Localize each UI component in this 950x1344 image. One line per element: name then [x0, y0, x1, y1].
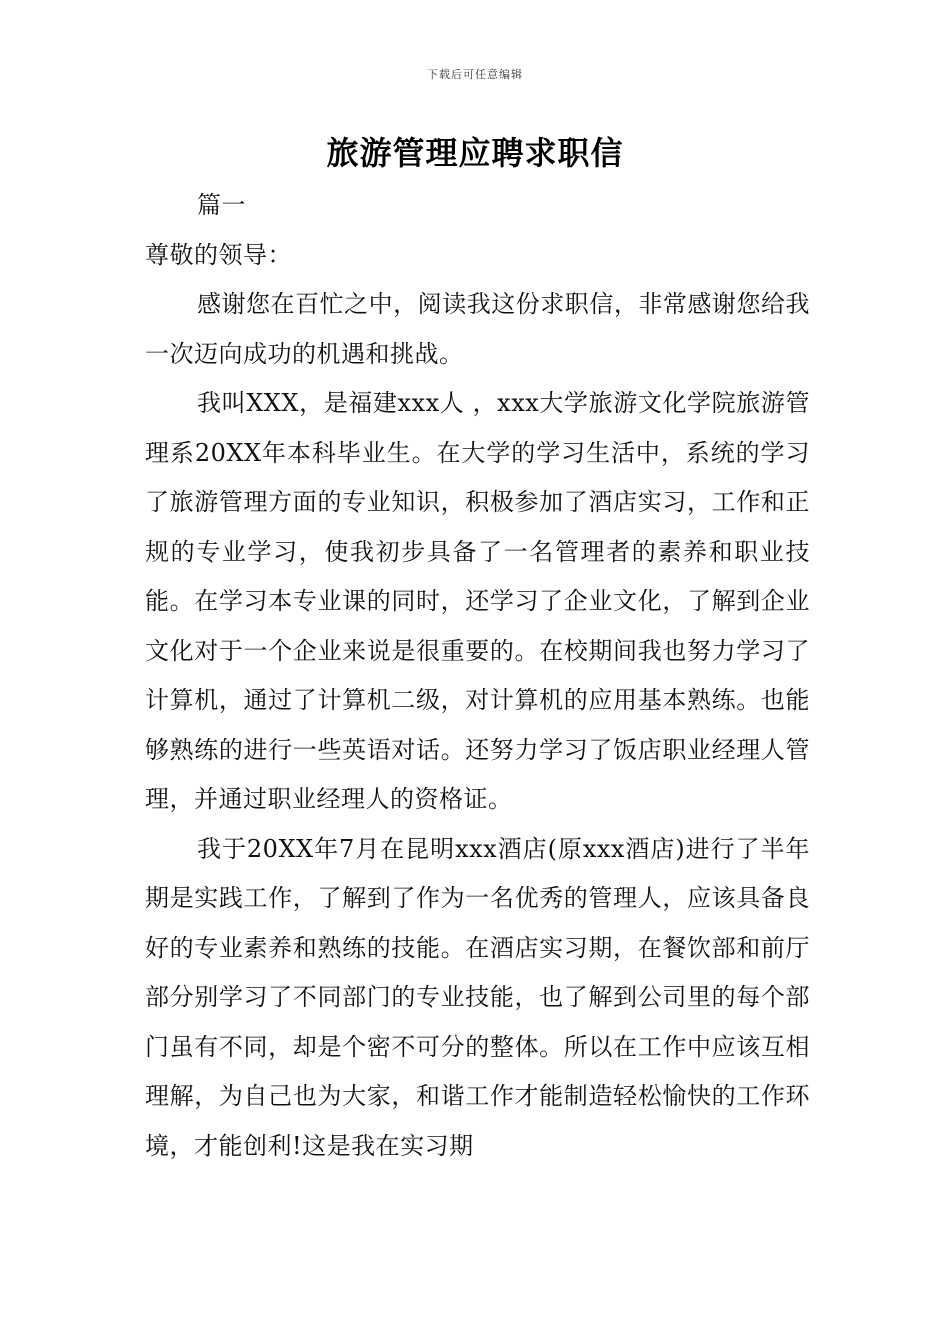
section-label: 篇一	[197, 191, 246, 219]
document-title: 旅游管理应聘求职信	[326, 134, 624, 172]
paragraph-2: 我叫XXX，是福建xxx人 ，xxx大学旅游文化学院旅游管理系20XX年本科毕业生。在大学的学习生活中，系统的学习了旅游管理方面的专业知识，积极参加了酒店实习，工作和正规的专业学习，使我初步具备了一名管理者的素养和职业技能。在学习本专业课的同时，还学习了企业文化，了解到企业文化对于一个企业来说是很重要的。在校期间我也努力学习了计算机，通过了计算机二级，对计算机的应用基本熟练。也能够熟练的进行一些英语对话。还努力学习了饭店职业经理人管理，并通过职业经理人的资格证。	[145, 389, 810, 813]
header-note: 下载后可任意编辑	[427, 68, 523, 81]
letter-body	[145, 181, 810, 1171]
salutation: 尊敬的领导：	[145, 240, 292, 269]
paragraph-1: 感谢您在百忙之中，阅读我这份求职信，非常感谢您给我一次迈向成功的机遇和挑战。	[145, 290, 810, 368]
paragraph-3: 我于20XX年7月在昆明xxx酒店(原xxx酒店)进行了半年期是实践工作，了解到了作为一名优秀的管理人，应该具备良好的专业素养和熟练的技能。在酒店实习期，在餐饮部和前厅部分别学习了不同部门的专业技能，也了解到公司里的每个部门虽有不同，却是个密不可分的整体。所以在工作中应该互相理解，为自己也为大家，和谐工作才能制造轻松愉快的工作环境，才能创利!这是我在实习期	[145, 834, 810, 1160]
